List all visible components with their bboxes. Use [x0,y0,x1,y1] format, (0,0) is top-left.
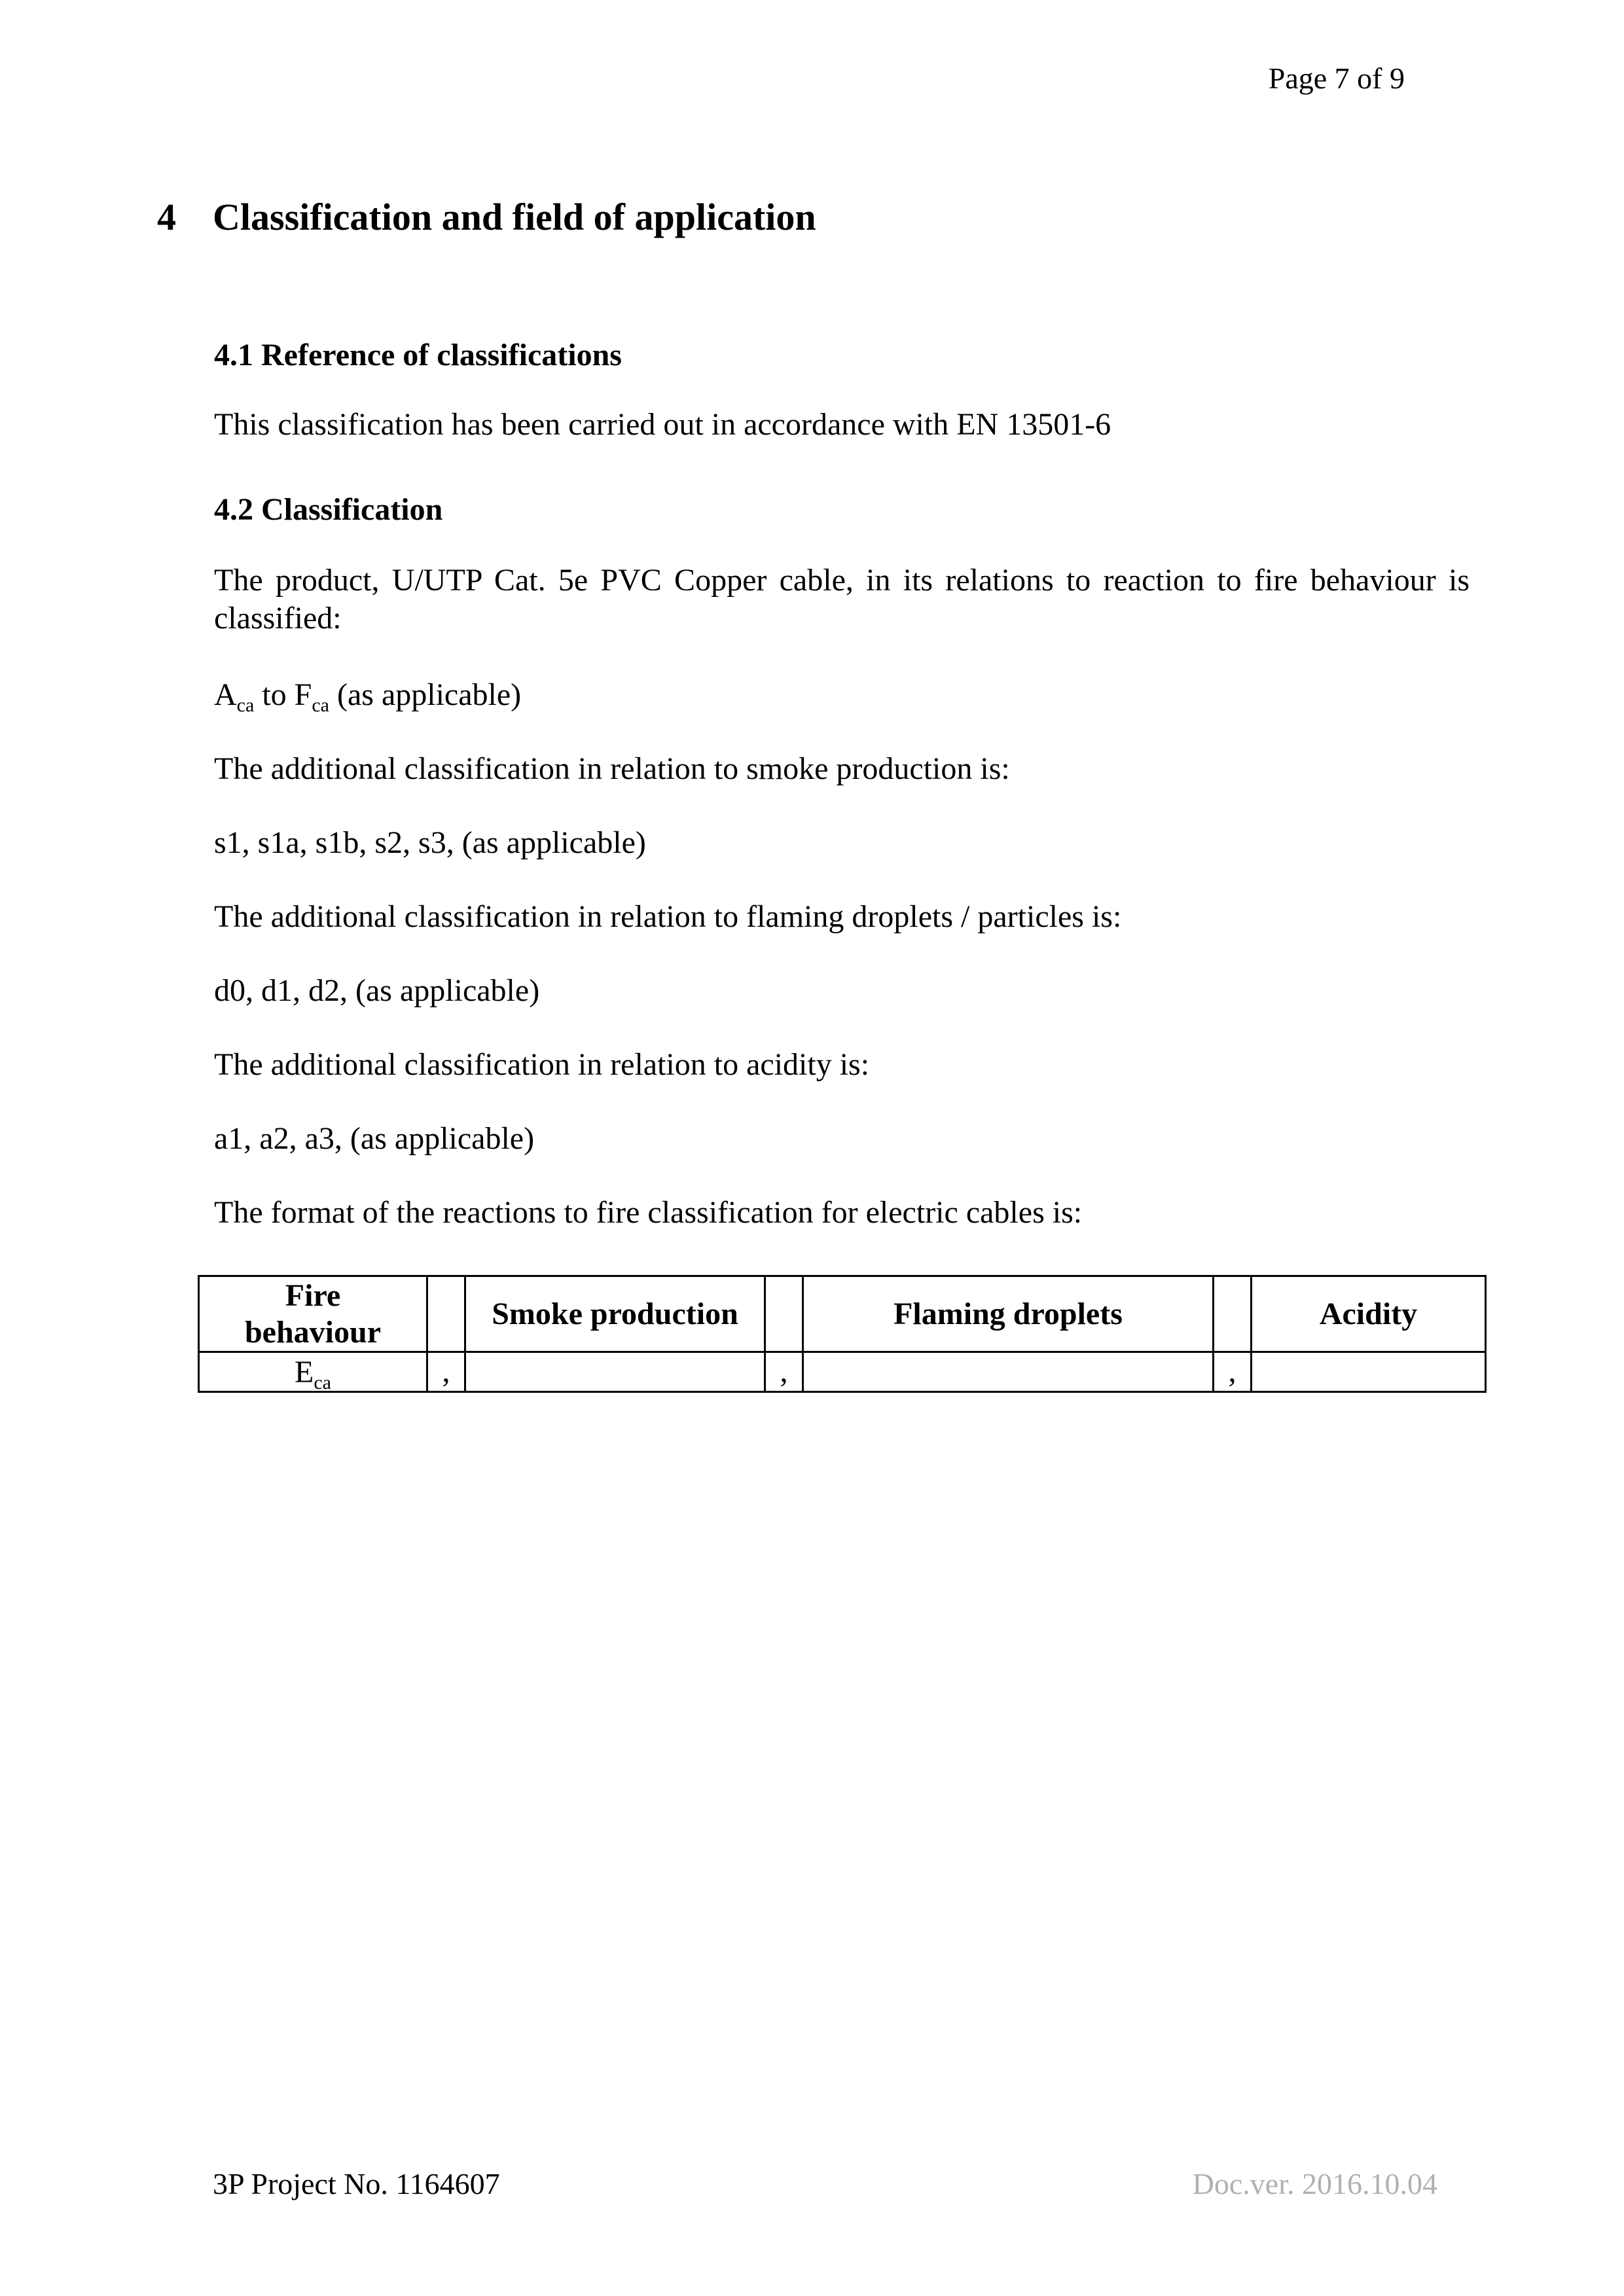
cell-flaming-droplets-value [803,1352,1214,1392]
droplets-classification-values: d0, d1, d2, (as applicable) [214,973,540,1008]
cell-separator-2: , [765,1352,803,1392]
header-smoke-production: Smoke production [465,1276,765,1352]
fire-class-range-line [214,676,521,714]
footer-doc-version: Doc.ver. 2016.10.04 [1192,2167,1437,2200]
cell-smoke-production-value [465,1352,765,1392]
header-separator-1 [427,1276,465,1352]
fire-value-subscript: ca [314,1371,331,1392]
smoke-classification-intro: The additional classification in relation to smoke production is: [214,751,1010,786]
classification-format-table [198,1275,1487,1393]
header-fire-behaviour: Fire behaviour [199,1276,427,1352]
cell-separator-3: , [1214,1352,1252,1392]
header-separator-3 [1214,1276,1252,1352]
header-separator-2 [765,1276,803,1352]
fire-class-a: A [214,677,237,712]
section-number: 4 [157,196,176,238]
section-title: Classification and field of application [213,196,816,238]
classification-table [198,1275,1487,1393]
cell-fire-behaviour-value: $E_{ca}$ [199,1352,427,1392]
header-flaming-droplets: Flaming droplets [803,1276,1214,1352]
section-heading [157,194,816,240]
droplets-classification-intro: The additional classification in relation to flaming droplets / particles is: [214,899,1122,934]
footer-project-number: 3P Project No. 1164607 [213,2167,500,2200]
fire-class-mid: to F [254,677,312,712]
subsection-4-1-title: 4.1 Reference of classifications [214,338,622,372]
page-number: Page 7 of 9 [1268,62,1405,95]
fire-class-tail: (as applicable) [329,677,522,712]
table-data-row [199,1352,1486,1392]
cell-separator-1: , [427,1352,465,1392]
acidity-classification-intro: The additional classification in relation to acidity is: [214,1047,870,1082]
subsection-4-1-body: This classification has been carried out in accordance with EN 13501-6 [214,407,1111,442]
header-acidity: Acidity [1252,1276,1486,1352]
fire-class-a-subscript: ca [236,694,255,716]
acidity-classification-values: a1, a2, a3, (as applicable) [214,1121,535,1156]
fire-class-f-subscript: ca [312,694,329,716]
smoke-classification-values: s1, s1a, s1b, s2, s3, (as applicable) [214,825,646,860]
format-intro-line: The format of the reactions to fire classification for electric cables is: [214,1195,1083,1230]
classification-intro-paragraph: The product, U/UTP Cat. 5e PVC Copper cable, in its relations to reaction to fire behaviour is classified: [214,563,1470,636]
subsection-4-2-title: 4.2 Classification [214,492,443,527]
table-header-row [199,1276,1486,1352]
cell-acidity-value [1252,1352,1486,1392]
